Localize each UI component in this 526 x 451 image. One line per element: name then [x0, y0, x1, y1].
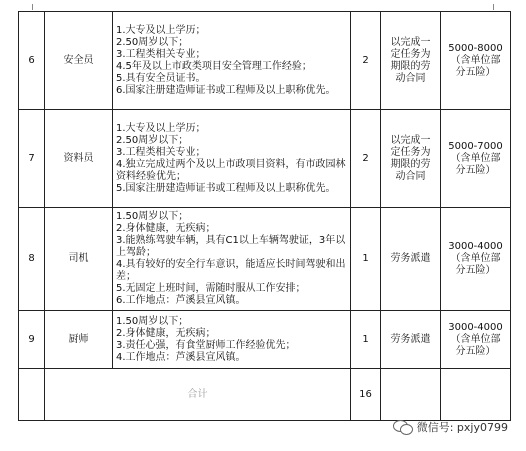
salary-line: 分五险） [455, 265, 496, 276]
requirement-line: 4.具有较好的安全行车意识，能适应长时间驾驶和出差； [116, 259, 346, 282]
requirement-line: 5.国家注册建造师证书或工程师及以上职称优先。 [116, 182, 336, 194]
employment-type [381, 311, 441, 369]
requirement-line: 3.责任心强，有食堂厨师工作经验优先； [116, 339, 296, 351]
total-empty-cell [19, 369, 45, 421]
salary-line: （含单位部 [450, 253, 501, 264]
employment-type-line: 定任务为 [390, 146, 431, 158]
requirement-line: 4.独立完成过两个及以上市政项目资料，有市政园林资料经验优先； [116, 158, 346, 182]
table-row [19, 12, 511, 110]
row-number: 7 [19, 110, 45, 208]
employment-type [381, 110, 441, 208]
salary-line: 5000-8000 [448, 42, 503, 54]
position-name: 司机 [45, 208, 113, 311]
total-empty-cell [381, 369, 441, 421]
job-table-body [19, 12, 511, 421]
salary-line: （含单位部 [450, 152, 501, 164]
requirement-line: 5.无固定上班时间，需随时服从工作安排； [116, 283, 306, 294]
table-row [19, 110, 511, 208]
headcount: 1 [351, 208, 381, 311]
requirement-line: 2.身体健康，无疾病； [116, 327, 216, 339]
salary-line: 3000-4000 [448, 321, 503, 333]
employment-type [381, 12, 441, 110]
page-corner-mark-right [493, 4, 508, 10]
requirement-line: 4.工作地点：芦溪县宣风镇。 [116, 351, 246, 363]
requirement-line: 3.工程类相关专业； [116, 146, 206, 158]
salary-line: 分五险） [455, 66, 496, 78]
employment-type-line: 定任务为 [390, 48, 431, 60]
employment-type-line: 期限的劳 [390, 158, 431, 170]
headcount: 2 [351, 110, 381, 208]
employment-type-line: 动合同 [395, 170, 426, 182]
requirement-line: 3.能熟练驾驶车辆，具有C1以上车辆驾驶证，3年以上驾龄； [116, 235, 346, 258]
page-corner-mark-left [18, 4, 33, 10]
position-name: 安全员 [45, 12, 113, 110]
total-label: 合计 [45, 369, 351, 421]
position-name: 厨师 [45, 311, 113, 369]
salary-line: 分五险） [455, 345, 496, 357]
salary-line: （含单位部 [450, 54, 501, 66]
wechat-icon [393, 419, 413, 435]
salary [441, 12, 511, 110]
employment-type [381, 208, 441, 311]
requirement-line: 2.身体健康，无疾病； [116, 223, 216, 234]
total-row [19, 369, 511, 421]
requirements-cell [113, 311, 351, 369]
requirements-cell [113, 208, 351, 311]
total-count: 16 [351, 369, 381, 421]
requirement-line: 1.50周岁以下； [116, 211, 189, 222]
salary-line: （含单位部 [450, 333, 501, 345]
wechat-watermark [393, 419, 508, 435]
requirement-line: 1.大专及以上学历； [116, 24, 206, 36]
total-empty-cell [441, 369, 511, 421]
employment-type-line: 以完成一 [390, 134, 431, 146]
table-row [19, 208, 511, 311]
watermark-text: 微信号: pxjy0799 [416, 421, 508, 434]
row-number: 9 [19, 311, 45, 369]
position-name: 资料员 [45, 110, 113, 208]
salary-line: 分五险） [455, 164, 496, 176]
row-number: 6 [19, 12, 45, 110]
headcount: 1 [351, 311, 381, 369]
row-number: 8 [19, 208, 45, 311]
requirement-line: 5.具有安全员证书。 [116, 72, 206, 84]
requirement-line: 3.工程类相关专业； [116, 48, 206, 60]
requirement-line: 2.50周岁以下； [116, 36, 189, 48]
requirement-line: 1.50周岁以下； [116, 315, 189, 327]
headcount: 2 [351, 12, 381, 110]
requirement-line: 6.国家注册建造师证书或工程师及以上职称优先。 [116, 84, 336, 96]
job-table [18, 11, 511, 421]
requirements-cell [113, 12, 351, 110]
employment-type-line: 以完成一 [390, 36, 431, 48]
employment-type-line: 劳务派遣 [390, 253, 431, 264]
employment-type-line: 动合同 [395, 72, 426, 84]
requirement-line: 2.50周岁以下； [116, 134, 189, 146]
salary-line: 5000-7000 [448, 140, 503, 152]
employment-type-line: 期限的劳 [390, 60, 431, 72]
requirements-cell [113, 110, 351, 208]
requirement-line: 6.工作地点：芦溪县宣风镇。 [116, 295, 246, 306]
requirement-line: 1.大专及以上学历； [116, 122, 206, 134]
salary [441, 110, 511, 208]
salary [441, 311, 511, 369]
salary-line: 3000-4000 [448, 241, 503, 252]
salary [441, 208, 511, 311]
table-row [19, 311, 511, 369]
requirement-line: 4.5年及以上市政类项目安全管理工作经验； [116, 60, 312, 72]
employment-type-line: 劳务派遣 [390, 333, 431, 345]
